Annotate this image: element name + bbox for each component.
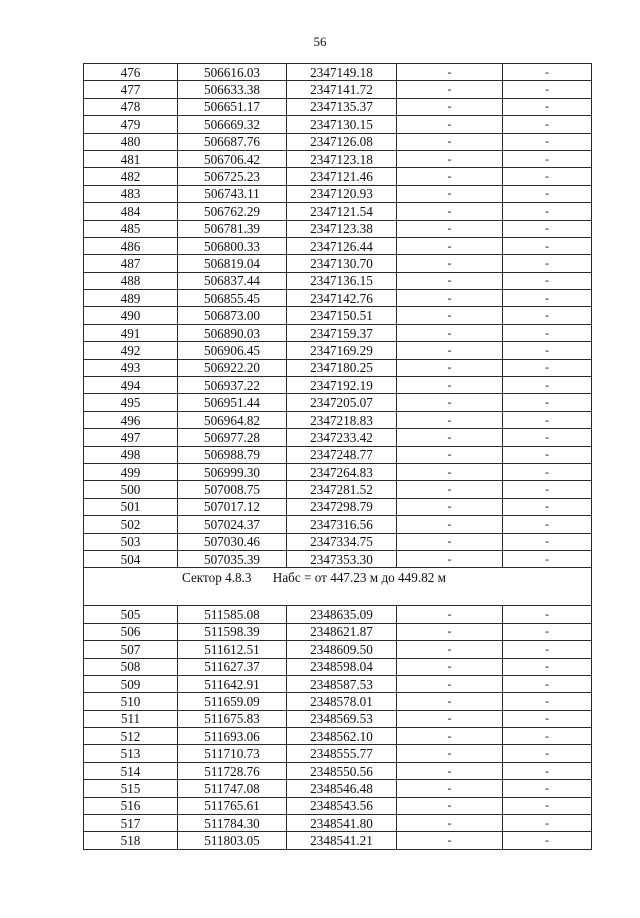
column-5-cell: - [503,255,592,272]
table-row [84,359,592,376]
column-5-cell: - [503,203,592,220]
table-row [84,693,592,710]
x-coordinate-cell: 506951.44 [178,394,287,411]
y-coordinate-cell: 2348543.56 [287,797,397,814]
column-5-cell: - [503,832,592,849]
y-coordinate-cell: 2347149.18 [287,64,397,81]
x-coordinate-cell: 511747.08 [178,780,287,797]
point-number-cell: 514 [84,762,178,779]
coordinates-table [83,63,592,850]
table-row [84,377,592,394]
y-coordinate-cell: 2348550.56 [287,762,397,779]
y-coordinate-cell: 2347121.54 [287,203,397,220]
table-row [84,168,592,185]
x-coordinate-cell: 506633.38 [178,81,287,98]
column-5-cell: - [503,446,592,463]
x-coordinate-cell: 506687.76 [178,133,287,150]
x-coordinate-cell: 506725.23 [178,168,287,185]
point-number-cell: 496 [84,411,178,428]
column-5-cell: - [503,342,592,359]
table-row [84,745,592,762]
x-coordinate-cell: 507035.39 [178,550,287,567]
column-4-cell: - [397,81,503,98]
x-coordinate-cell: 506964.82 [178,411,287,428]
y-coordinate-cell: 2347130.70 [287,255,397,272]
y-coordinate-cell: 2347121.46 [287,168,397,185]
table-row [84,832,592,849]
column-5-cell: - [503,623,592,640]
column-5-cell: - [503,81,592,98]
table-row [84,516,592,533]
column-4-cell: - [397,237,503,254]
point-number-cell: 476 [84,64,178,81]
point-number-cell: 500 [84,481,178,498]
column-4-cell: - [397,780,503,797]
table-row [84,98,592,115]
x-coordinate-cell: 511784.30 [178,815,287,832]
x-coordinate-cell: 511803.05 [178,832,287,849]
table-row [84,550,592,567]
point-number-cell: 504 [84,550,178,567]
column-5-cell: - [503,498,592,515]
column-5-cell: - [503,237,592,254]
point-number-cell: 484 [84,203,178,220]
x-coordinate-cell: 511765.61 [178,797,287,814]
point-number-cell: 501 [84,498,178,515]
table-row [84,290,592,307]
column-5-cell: - [503,463,592,480]
x-coordinate-cell: 506837.44 [178,272,287,289]
column-5-cell: - [503,780,592,797]
point-number-cell: 512 [84,728,178,745]
table-row [84,324,592,341]
sector-height-range: Набс = от 447.23 м до 449.82 м [272,570,446,586]
x-coordinate-cell: 511598.39 [178,623,287,640]
table-row [84,185,592,202]
column-5-cell: - [503,411,592,428]
y-coordinate-cell: 2348569.53 [287,710,397,727]
column-5-cell: - [503,641,592,658]
table-row [84,133,592,150]
x-coordinate-cell: 511585.08 [178,606,287,623]
table-row [84,533,592,550]
y-coordinate-cell: 2347141.72 [287,81,397,98]
table-row [84,797,592,814]
column-5-cell: - [503,658,592,675]
y-coordinate-cell: 2347142.76 [287,290,397,307]
y-coordinate-cell: 2348578.01 [287,693,397,710]
point-number-cell: 502 [84,516,178,533]
table-row [84,728,592,745]
column-4-cell: - [397,342,503,359]
column-5-cell: - [503,606,592,623]
page-number: 56 [313,34,327,49]
y-coordinate-cell: 2347169.29 [287,342,397,359]
sector-cell [84,568,592,606]
table-row [84,150,592,167]
column-4-cell: - [397,272,503,289]
table-row [84,641,592,658]
column-4-cell: - [397,815,503,832]
point-number-cell: 515 [84,780,178,797]
x-coordinate-cell: 506800.33 [178,237,287,254]
column-4-cell: - [397,446,503,463]
sector-row [84,568,592,606]
y-coordinate-cell: 2347123.38 [287,220,397,237]
x-coordinate-cell: 506616.03 [178,64,287,81]
column-5-cell: - [503,220,592,237]
y-coordinate-cell: 2347316.56 [287,516,397,533]
table-row [84,237,592,254]
x-coordinate-cell: 507008.75 [178,481,287,498]
y-coordinate-cell: 2347136.15 [287,272,397,289]
table-row [84,606,592,623]
point-number-cell: 485 [84,220,178,237]
x-coordinate-cell: 507030.46 [178,533,287,550]
column-4-cell: - [397,745,503,762]
column-4-cell: - [397,220,503,237]
column-4-cell: - [397,133,503,150]
y-coordinate-cell: 2348541.80 [287,815,397,832]
column-4-cell: - [397,290,503,307]
y-coordinate-cell: 2347192.19 [287,377,397,394]
column-4-cell: - [397,359,503,376]
y-coordinate-cell: 2347248.77 [287,446,397,463]
column-4-cell: - [397,411,503,428]
table-row [84,463,592,480]
column-5-cell: - [503,533,592,550]
point-number-cell: 517 [84,815,178,832]
y-coordinate-cell: 2347353.30 [287,550,397,567]
point-number-cell: 480 [84,133,178,150]
y-coordinate-cell: 2347298.79 [287,498,397,515]
column-4-cell: - [397,185,503,202]
column-5-cell: - [503,185,592,202]
point-number-cell: 509 [84,675,178,692]
column-4-cell: - [397,377,503,394]
x-coordinate-cell: 511612.51 [178,641,287,658]
column-4-cell: - [397,728,503,745]
column-5-cell: - [503,710,592,727]
point-number-cell: 511 [84,710,178,727]
x-coordinate-cell: 511693.06 [178,728,287,745]
point-number-cell: 499 [84,463,178,480]
column-4-cell: - [397,429,503,446]
y-coordinate-cell: 2347150.51 [287,307,397,324]
y-coordinate-cell: 2347130.15 [287,116,397,133]
table-row [84,481,592,498]
y-coordinate-cell: 2347126.44 [287,237,397,254]
x-coordinate-cell: 507024.37 [178,516,287,533]
column-4-cell: - [397,481,503,498]
column-4-cell: - [397,606,503,623]
y-coordinate-cell: 2347264.83 [287,463,397,480]
point-number-cell: 508 [84,658,178,675]
y-coordinate-cell: 2347233.42 [287,429,397,446]
column-5-cell: - [503,394,592,411]
y-coordinate-cell: 2348541.21 [287,832,397,849]
x-coordinate-cell: 506988.79 [178,446,287,463]
point-number-cell: 494 [84,377,178,394]
x-coordinate-cell: 511627.37 [178,658,287,675]
column-5-cell: - [503,815,592,832]
column-5-cell: - [503,675,592,692]
column-4-cell: - [397,498,503,515]
x-coordinate-cell: 506819.04 [178,255,287,272]
y-coordinate-cell: 2348635.09 [287,606,397,623]
table-row [84,411,592,428]
y-coordinate-cell: 2347120.93 [287,185,397,202]
column-4-cell: - [397,116,503,133]
column-5-cell: - [503,324,592,341]
point-number-cell: 481 [84,150,178,167]
column-4-cell: - [397,762,503,779]
table-row [84,64,592,81]
y-coordinate-cell: 2348562.10 [287,728,397,745]
y-coordinate-cell: 2347334.75 [287,533,397,550]
x-coordinate-cell: 506977.28 [178,429,287,446]
column-5-cell: - [503,745,592,762]
point-number-cell: 513 [84,745,178,762]
y-coordinate-cell: 2348555.77 [287,745,397,762]
column-4-cell: - [397,394,503,411]
x-coordinate-cell: 506781.39 [178,220,287,237]
column-5-cell: - [503,550,592,567]
x-coordinate-cell: 506937.22 [178,377,287,394]
x-coordinate-cell: 506743.11 [178,185,287,202]
point-number-cell: 498 [84,446,178,463]
x-coordinate-cell: 506855.45 [178,290,287,307]
x-coordinate-cell: 506706.42 [178,150,287,167]
column-5-cell: - [503,429,592,446]
y-coordinate-cell: 2348621.87 [287,623,397,640]
table-row [84,203,592,220]
point-number-cell: 516 [84,797,178,814]
point-number-cell: 489 [84,290,178,307]
column-5-cell: - [503,64,592,81]
column-5-cell: - [503,728,592,745]
y-coordinate-cell: 2347123.18 [287,150,397,167]
column-5-cell: - [503,693,592,710]
column-5-cell: - [503,762,592,779]
y-coordinate-cell: 2347159.37 [287,324,397,341]
point-number-cell: 487 [84,255,178,272]
point-number-cell: 483 [84,185,178,202]
point-number-cell: 492 [84,342,178,359]
point-number-cell: 506 [84,623,178,640]
point-number-cell: 479 [84,116,178,133]
point-number-cell: 507 [84,641,178,658]
point-number-cell: 510 [84,693,178,710]
point-number-cell: 490 [84,307,178,324]
y-coordinate-cell: 2348546.48 [287,780,397,797]
table-row [84,429,592,446]
point-number-cell: 482 [84,168,178,185]
table-row [84,710,592,727]
x-coordinate-cell: 511659.09 [178,693,287,710]
table-row [84,762,592,779]
column-5-cell: - [503,516,592,533]
x-coordinate-cell: 506651.17 [178,98,287,115]
x-coordinate-cell: 506873.00 [178,307,287,324]
table-row [84,342,592,359]
column-4-cell: - [397,550,503,567]
column-5-cell: - [503,377,592,394]
column-4-cell: - [397,150,503,167]
column-4-cell: - [397,98,503,115]
x-coordinate-cell: 511675.83 [178,710,287,727]
column-5-cell: - [503,359,592,376]
point-number-cell: 503 [84,533,178,550]
sector-label: Сектор 4.8.3 [182,570,252,586]
column-4-cell: - [397,797,503,814]
column-4-cell: - [397,533,503,550]
y-coordinate-cell: 2347135.37 [287,98,397,115]
y-coordinate-cell: 2347281.52 [287,481,397,498]
point-number-cell: 486 [84,237,178,254]
column-4-cell: - [397,307,503,324]
column-4-cell: - [397,623,503,640]
table-row [84,815,592,832]
column-4-cell: - [397,463,503,480]
column-4-cell: - [397,641,503,658]
x-coordinate-cell: 506922.20 [178,359,287,376]
x-coordinate-cell: 506906.45 [178,342,287,359]
table-row [84,272,592,289]
column-4-cell: - [397,64,503,81]
column-5-cell: - [503,150,592,167]
column-4-cell: - [397,675,503,692]
table-row [84,394,592,411]
column-5-cell: - [503,116,592,133]
y-coordinate-cell: 2347180.25 [287,359,397,376]
table-row [84,658,592,675]
column-4-cell: - [397,710,503,727]
column-5-cell: - [503,481,592,498]
table-row [84,780,592,797]
y-coordinate-cell: 2347205.07 [287,394,397,411]
x-coordinate-cell: 507017.12 [178,498,287,515]
column-5-cell: - [503,168,592,185]
y-coordinate-cell: 2348598.04 [287,658,397,675]
table-row [84,446,592,463]
x-coordinate-cell: 511642.91 [178,675,287,692]
table-body-bottom [84,606,592,849]
column-4-cell: - [397,832,503,849]
point-number-cell: 495 [84,394,178,411]
point-number-cell: 497 [84,429,178,446]
x-coordinate-cell: 511710.73 [178,745,287,762]
column-4-cell: - [397,168,503,185]
point-number-cell: 518 [84,832,178,849]
column-5-cell: - [503,272,592,289]
table-body-top [84,64,592,568]
table-row [84,255,592,272]
y-coordinate-cell: 2348609.50 [287,641,397,658]
sector-section [84,568,592,606]
column-5-cell: - [503,307,592,324]
table-row [84,116,592,133]
table-row [84,220,592,237]
column-4-cell: - [397,516,503,533]
column-4-cell: - [397,324,503,341]
column-4-cell: - [397,255,503,272]
table-row [84,675,592,692]
point-number-cell: 478 [84,98,178,115]
table-row [84,81,592,98]
table-row [84,498,592,515]
table-row [84,623,592,640]
column-4-cell: - [397,693,503,710]
x-coordinate-cell: 506669.32 [178,116,287,133]
table-row [84,307,592,324]
column-5-cell: - [503,133,592,150]
x-coordinate-cell: 506890.03 [178,324,287,341]
point-number-cell: 505 [84,606,178,623]
column-5-cell: - [503,98,592,115]
column-4-cell: - [397,658,503,675]
point-number-cell: 493 [84,359,178,376]
y-coordinate-cell: 2347126.08 [287,133,397,150]
x-coordinate-cell: 506999.30 [178,463,287,480]
column-5-cell: - [503,797,592,814]
point-number-cell: 488 [84,272,178,289]
point-number-cell: 477 [84,81,178,98]
y-coordinate-cell: 2347218.83 [287,411,397,428]
x-coordinate-cell: 506762.29 [178,203,287,220]
x-coordinate-cell: 511728.76 [178,762,287,779]
column-5-cell: - [503,290,592,307]
point-number-cell: 491 [84,324,178,341]
column-4-cell: - [397,203,503,220]
y-coordinate-cell: 2348587.53 [287,675,397,692]
